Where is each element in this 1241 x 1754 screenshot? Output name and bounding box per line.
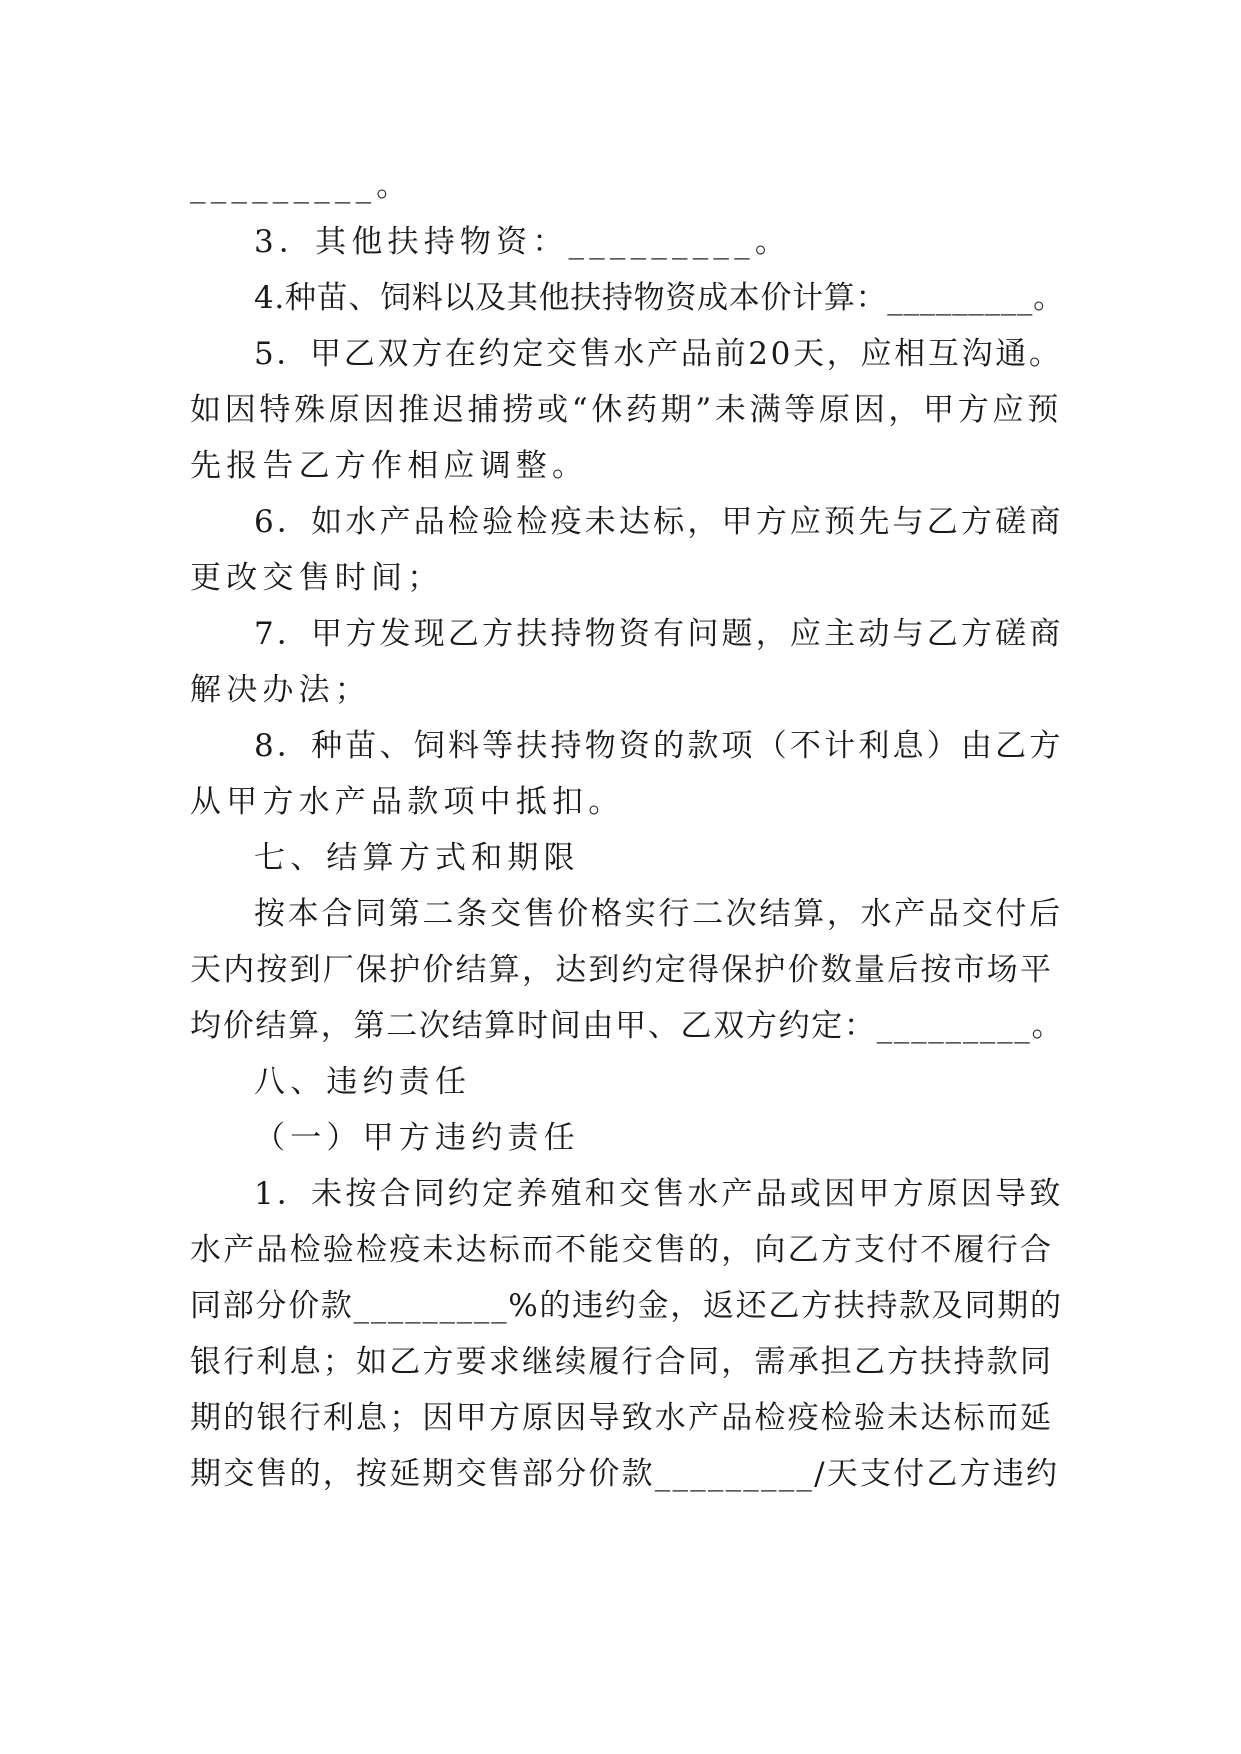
text-line-20: 水产品检验检疫未达标而不能交售的，向乙方支付不履行合	[190, 1232, 1054, 1268]
text-line-7: 6．如水产品检验检疫未达标，甲方应预先与乙方磋商	[254, 504, 1064, 540]
text-line-14: 按本合同第二条交售价格实行二次结算，水产品交付后	[254, 896, 1063, 932]
text-line-22: 银行利息；如乙方要求继续履行合同，需承担乙方扶持款同	[190, 1344, 1054, 1380]
text-line-11: 8．种苗、饲料等扶持物资的款项（不计利息）由乙方	[254, 728, 1064, 764]
text-line-23: 期的银行利息；因甲方原因导致水产品检疫检验未达标而延	[190, 1400, 1054, 1436]
text-line-21: 同部分价款_________%的违约金，返还乙方扶持款及同期的	[190, 1288, 1063, 1324]
text-line-4: 5．甲乙双方在约定交售水产品前20天，应相互沟通。	[254, 336, 1063, 372]
text-line-15: 天内按到厂保护价结算，达到约定得保护价数量后按市场平	[190, 952, 1054, 988]
section-heading-7: 七、结算方式和期限	[254, 840, 580, 876]
text-line-6: 先报告乙方作相应调整。	[190, 448, 589, 484]
text-line-3: 4.种苗、饲料以及其他扶持物资成本价计算：_________。	[254, 280, 1065, 316]
text-line-12: 从甲方水产品款项中抵扣。	[190, 784, 625, 820]
subsection-heading-1: （一）甲方违约责任	[254, 1120, 580, 1156]
text-line-19: 1．未按合同约定养殖和交售水产品或因甲方原因导致	[254, 1176, 1064, 1212]
text-line-2: 3．其他扶持物资：_________。	[254, 224, 792, 260]
text-line-9: 7．甲方发现乙方扶持物资有问题，应主动与乙方磋商	[254, 616, 1064, 652]
text-line-24: 期交售的，按延期交售部分价款_________/天支付乙方违约	[190, 1456, 1060, 1492]
text-line-5: 如因特殊原因推迟捕捞或“休药期”未满等原因，甲方应预	[190, 392, 1062, 428]
text-line-10: 解决办法；	[190, 672, 371, 708]
text-line-8: 更改交售时间；	[190, 560, 444, 596]
text-line-1: _________。	[190, 168, 413, 204]
text-line-16: 均价结算，第二次结算时间由甲、乙双方约定：_________。	[190, 1008, 1065, 1044]
section-heading-8: 八、违约责任	[254, 1064, 472, 1100]
